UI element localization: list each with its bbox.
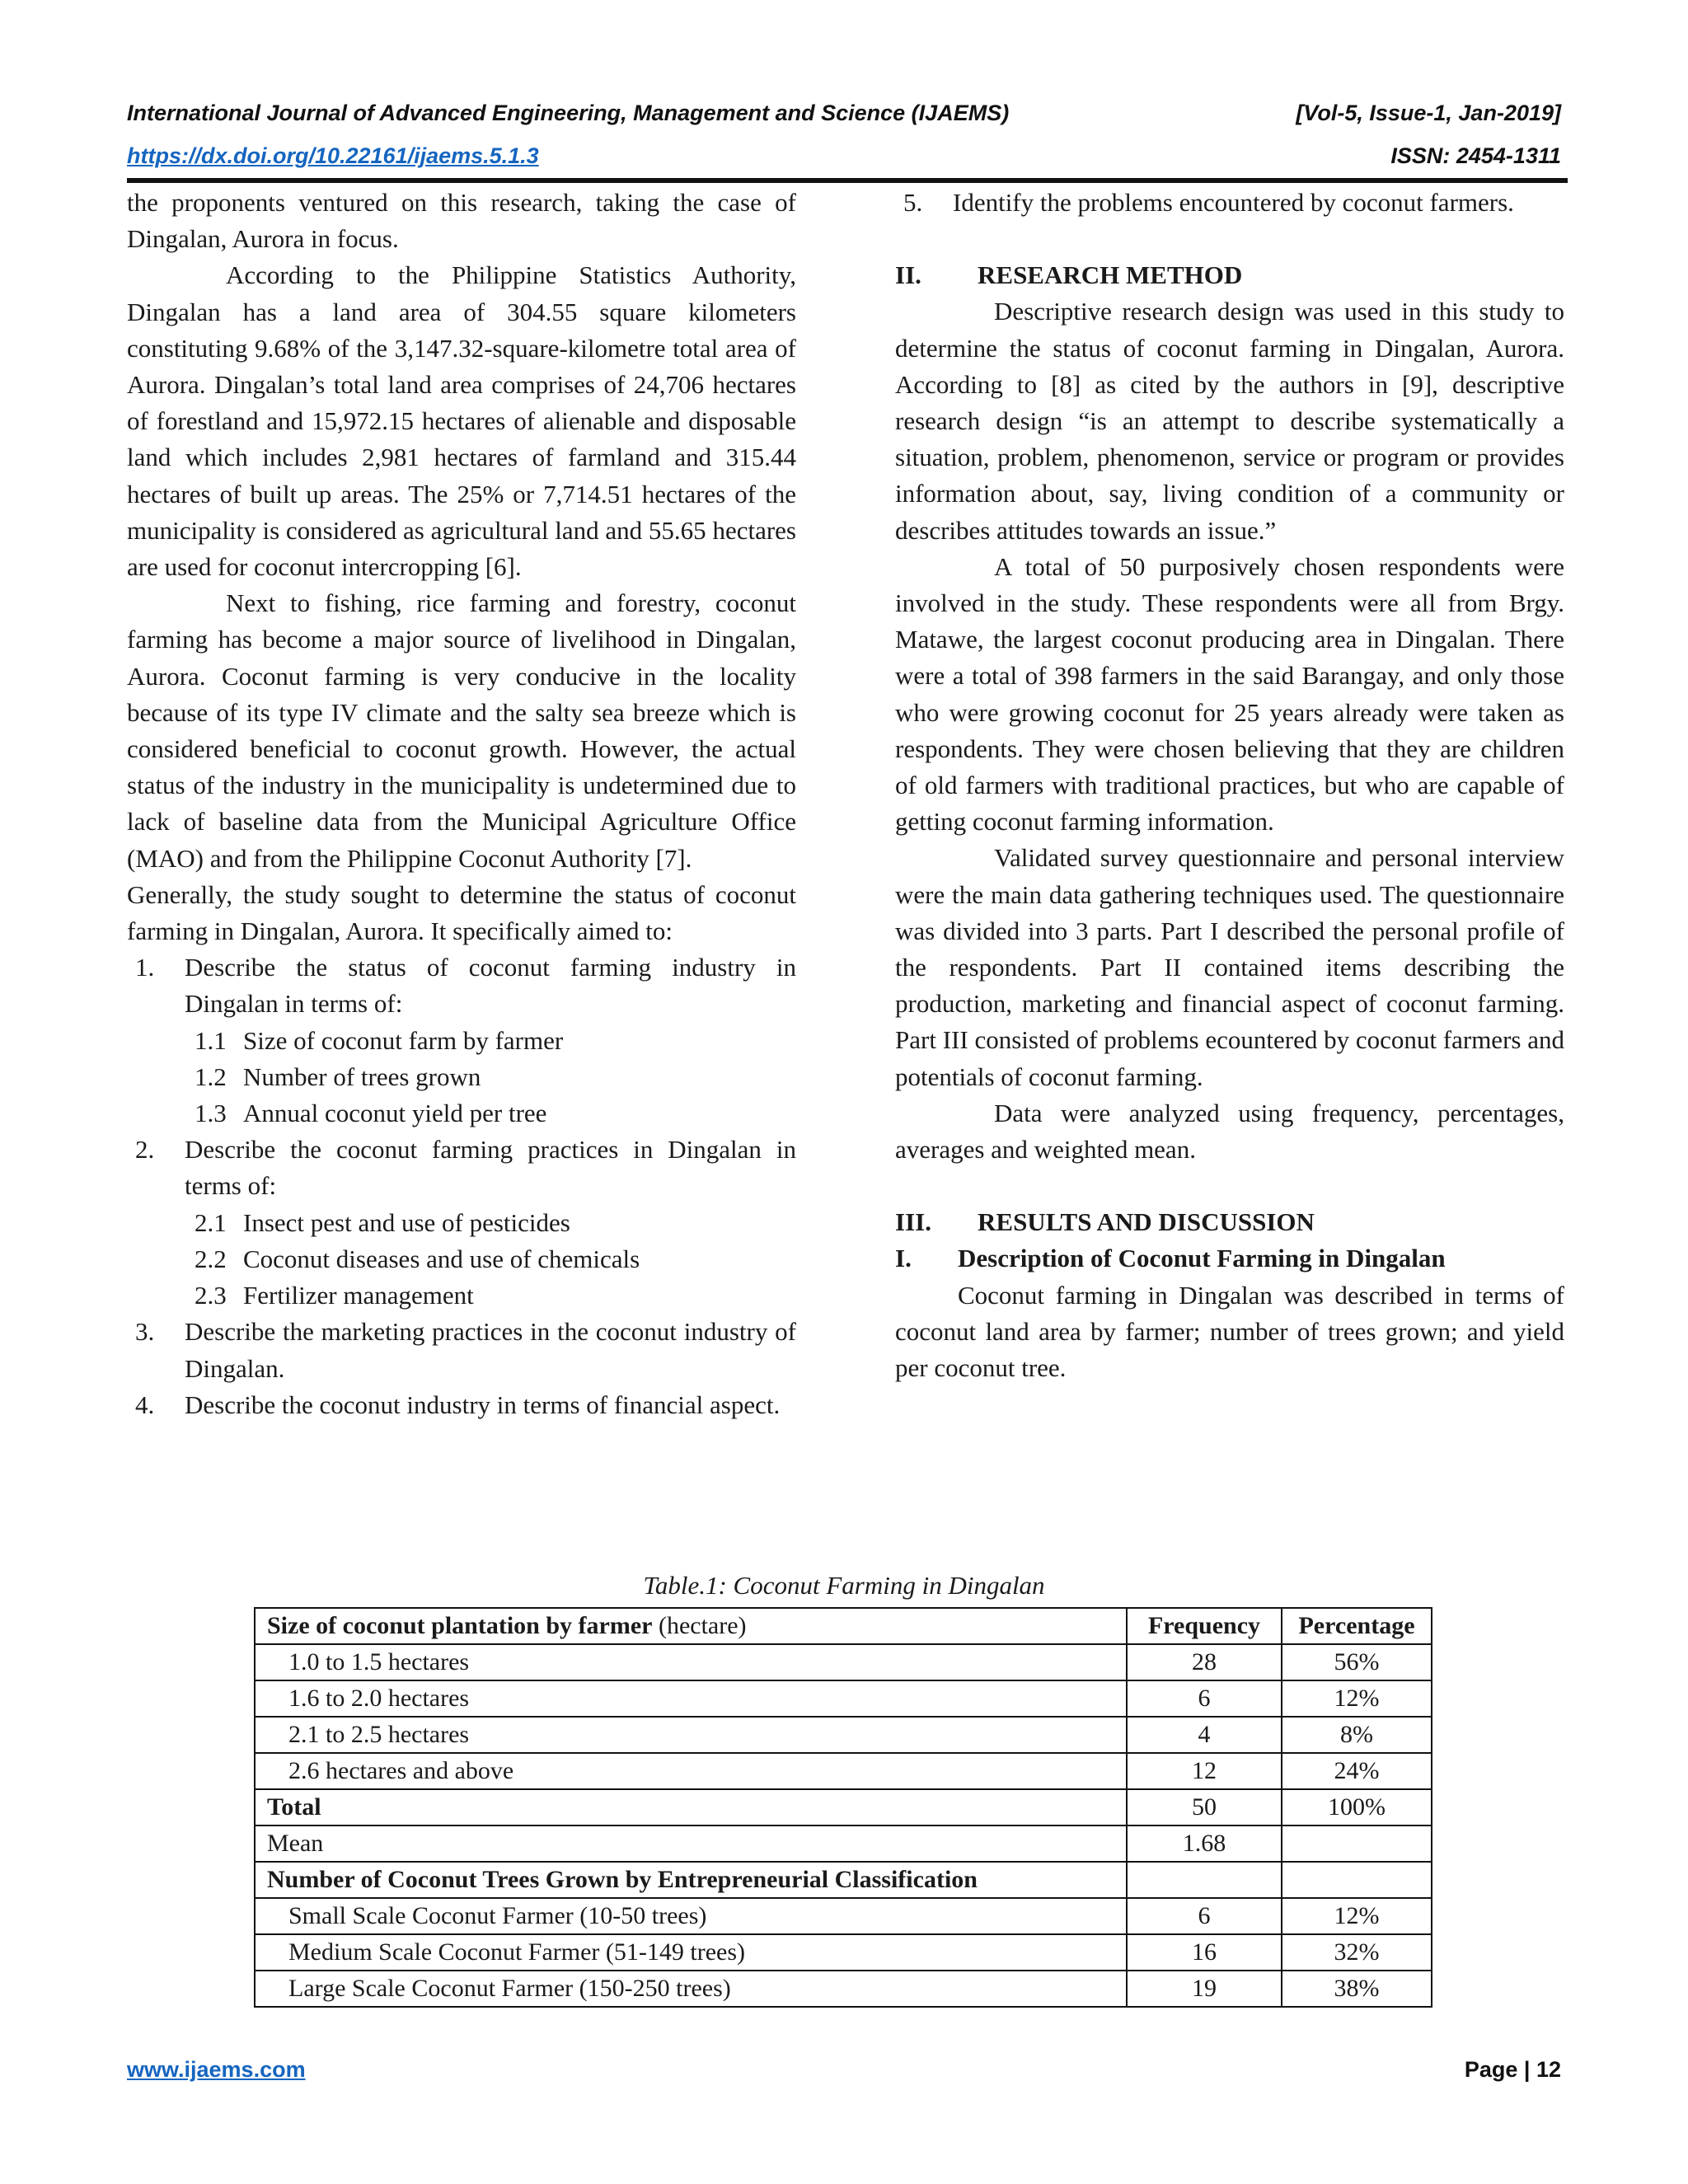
coconut-farming-table bbox=[254, 1607, 1432, 2008]
table-cell: 2.1 to 2.5 hectares bbox=[255, 1717, 1127, 1753]
list-item: 5. Identify the problems encountered by coconut farmers. bbox=[903, 188, 1514, 217]
table-cell bbox=[1282, 1862, 1432, 1898]
paragraph: Validated survey questionnaire and personal interview were the main data gathering techniques used. The questionnaire was divided into 3 parts. Part I described the personal profile of the respondents. Part II contained items describing the production, marketing and financial aspect of coconut farming. Part III consisted of problems ecountered by coconut farmers and potentials of coconut farming. bbox=[895, 843, 1564, 1091]
left-column bbox=[127, 185, 796, 1423]
table-cell: 2.6 hectares and above bbox=[255, 1753, 1127, 1789]
table-row bbox=[255, 1644, 1432, 1680]
table-cell: Total bbox=[255, 1789, 1127, 1825]
table-cell: 100% bbox=[1282, 1789, 1432, 1825]
list-item: 4. Describe the coconut industry in terms of financial aspect. bbox=[135, 1390, 781, 1419]
issn: ISSN: 2454-1311 bbox=[1390, 143, 1561, 168]
table-cell: Number of Coconut Trees Grown by Entrepreneurial Classification bbox=[255, 1862, 1127, 1898]
table-cell: 28 bbox=[1127, 1644, 1282, 1680]
table-cell: 6 bbox=[1127, 1898, 1282, 1934]
table-cell: Small Scale Coconut Farmer (10-50 trees) bbox=[255, 1898, 1127, 1934]
table-cell: 12% bbox=[1282, 1680, 1432, 1717]
table-cell: 1.68 bbox=[1127, 1825, 1282, 1862]
table-row bbox=[255, 1753, 1432, 1789]
table-total-row bbox=[255, 1789, 1432, 1825]
table-section-row bbox=[255, 1862, 1432, 1898]
table-cell: 12 bbox=[1127, 1753, 1282, 1789]
table-cell: 56% bbox=[1282, 1644, 1432, 1680]
website-link[interactable]: www.ijaems.com bbox=[127, 2057, 306, 2082]
paragraph: the proponents ventured on this research, taking the case of Dingalan, Aurora in focus. bbox=[127, 188, 796, 254]
subsection-heading: I. Description of Coconut Farming in Dingalan bbox=[895, 1244, 1446, 1273]
table-cell: 24% bbox=[1282, 1753, 1432, 1789]
table-cell: 32% bbox=[1282, 1934, 1432, 1971]
table-row bbox=[255, 1680, 1432, 1717]
list-item: 1.1 Size of coconut farm by farmer bbox=[195, 1025, 564, 1055]
right-column bbox=[895, 185, 1564, 1386]
table-cell: 16 bbox=[1127, 1934, 1282, 1971]
paragraph: Generally, the study sought to determine the status of coconut farming in Dingalan, Aurora. It specifically aimed to: bbox=[127, 879, 796, 946]
list-item: 2.1 Insect pest and use of pesticides bbox=[195, 1207, 570, 1237]
header-cell: Percentage bbox=[1282, 1608, 1432, 1644]
table-row bbox=[255, 1898, 1432, 1934]
table-cell: Large Scale Coconut Farmer (150-250 trees) bbox=[255, 1971, 1127, 2007]
table-mean-row bbox=[255, 1825, 1432, 1862]
table-cell: Medium Scale Coconut Farmer (51-149 trees) bbox=[255, 1934, 1127, 1971]
table-cell: 1.6 to 2.0 hectares bbox=[255, 1680, 1127, 1717]
page-number: Page | 12 bbox=[1464, 2057, 1561, 2082]
list-item: 3. Describe the marketing practices in the coconut industry of Dingalan. bbox=[135, 1317, 796, 1383]
header-cell: Frequency bbox=[1127, 1608, 1282, 1644]
list-item: 1.3 Annual coconut yield per tree bbox=[195, 1099, 547, 1128]
table-row bbox=[255, 1717, 1432, 1753]
table-row bbox=[255, 1934, 1432, 1971]
table-header-row bbox=[255, 1608, 1432, 1644]
paragraph: Descriptive research design was used in this study to determine the status of coconut farming in Dingalan, Aurora. According to [8] as cited by the authors in [9], descriptive research design “is an attempt to describe systematically a situation, problem, phenomenon, service or program or provides information about, say, living condition of a community or describes attitudes towards an issue.” bbox=[895, 297, 1564, 545]
header-rule bbox=[127, 178, 1568, 183]
paragraph: Data were analyzed using frequency, percentages, averages and weighted mean. bbox=[895, 1098, 1564, 1165]
paragraph: According to the Philippine Statistics Authority, Dingalan has a land area of 304.55 square kilometers constituting 9.68% of the 3,147.32-square-kilometre total area of Aurora. Dingalan’s total land area comprises of 24,706 hectares of forestland and 15,972.15 hectares of alienable and disposable land which includes 2,981 hectares of farmland and 315.44 hectares of built up areas. The 25% or 7,714.51 hectares of the municipality is considered as agricultural land and 55.65 hectares are used for coconut intercropping [6]. bbox=[127, 260, 796, 582]
table-cell: 12% bbox=[1282, 1898, 1432, 1934]
table-cell bbox=[1127, 1862, 1282, 1898]
table-row bbox=[255, 1971, 1432, 2007]
objectives-list bbox=[127, 949, 796, 1423]
table-cell bbox=[1282, 1825, 1432, 1862]
list-item: 2.3 Fertilizer management bbox=[195, 1281, 474, 1310]
table-cell: 38% bbox=[1282, 1971, 1432, 2007]
table-cell: 4 bbox=[1127, 1717, 1282, 1753]
list-item: 1. Describe the status of coconut farming industry in Dingalan in terms of: bbox=[135, 953, 796, 1019]
paragraph: Coconut farming in Dingalan was described in terms of coconut land area by farmer; number of trees grown; and yield per coconut tree. bbox=[895, 1280, 1564, 1383]
header-cell: Size of coconut plantation by farmer (hectare) bbox=[255, 1608, 1127, 1644]
list-item: 2. Describe the coconut farming practices in Dingalan in terms of: bbox=[135, 1135, 796, 1201]
table-cell: 1.0 to 1.5 hectares bbox=[255, 1644, 1127, 1680]
volume-info: [Vol-5, Issue-1, Jan-2019] bbox=[1296, 101, 1561, 125]
table-cell: 6 bbox=[1127, 1680, 1282, 1717]
table-cell: 8% bbox=[1282, 1717, 1432, 1753]
list-item: 1.2 Number of trees grown bbox=[195, 1062, 481, 1091]
section-heading: II. RESEARCH METHOD bbox=[895, 260, 1243, 290]
list-item: 2.2 Coconut diseases and use of chemicals bbox=[195, 1244, 640, 1273]
doi-link[interactable]: https://dx.doi.org/10.22161/ijaems.5.1.3 bbox=[127, 143, 539, 168]
table-caption: Table.1: Coconut Farming in Dingalan bbox=[643, 1571, 1045, 1600]
table-cell: Mean bbox=[255, 1825, 1127, 1862]
paragraph: A total of 50 purposively chosen respondents were involved in the study. These respondents were all from Brgy. Matawe, the largest coconut producing area in Dingalan. There were a total of 398 farmers in the said Barangay, and only those who were growing coconut for 25 years already were taken as respondents. They were chosen believing that they are children of old farmers with traditional practices, but who are capable of getting coconut farming information. bbox=[895, 551, 1564, 837]
table-cell: 19 bbox=[1127, 1971, 1282, 2007]
paragraph: Next to fishing, rice farming and forestry, coconut farming has become a major source of livelihood in Dingalan, Aurora. Coconut farming is very conducive in the locality because of its type IV climate and the salty sea breeze which is considered beneficial to coconut growth. However, the actual status of the industry in the municipality is undetermined due to lack of baseline data from the Municipal Agriculture Office (MAO) and from the Philippine Coconut Authority [7]. bbox=[127, 588, 796, 873]
section-heading: III. RESULTS AND DISCUSSION bbox=[895, 1207, 1315, 1237]
table-cell: 50 bbox=[1127, 1789, 1282, 1825]
journal-title: International Journal of Advanced Engineering, Management and Science (IJAEMS) bbox=[127, 101, 1010, 125]
